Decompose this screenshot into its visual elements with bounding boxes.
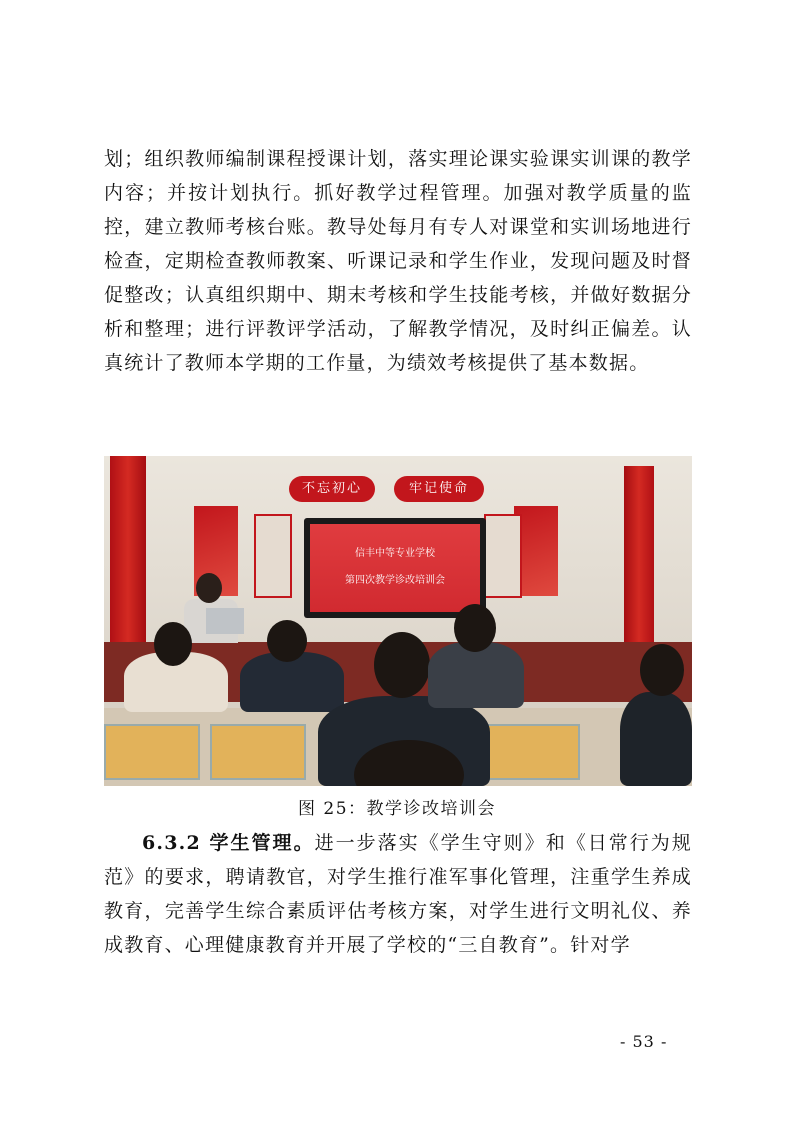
section-body: 进一步落实《学生守则》和《日常行为规范》的要求，聘请教官，对学生推行准军事化管理，注重学生养成教育，完善学生综合素质评估考核方案，对学生进行文明礼仪、养成教育、心理健康教育并开展了学校的“三自教育”。针对学 bbox=[104, 832, 692, 956]
page-number: - 53 - bbox=[620, 1032, 668, 1051]
attendee-head bbox=[267, 620, 307, 662]
figure-caption: 图 25：教学诊改培训会 bbox=[297, 799, 497, 819]
slogan-left: 不忘初心 bbox=[289, 476, 375, 502]
screen-title-line2: 第四次教学诊改培训会 bbox=[345, 575, 445, 586]
flag-left bbox=[110, 456, 146, 646]
attendee-head bbox=[154, 622, 192, 666]
body-paragraph-1: 划；组织教师编制课程授课计划，落实理论课实验课实训课的教学内容；并按计划执行。抓好教学过程管理。加强对教学质量的监控，建立教师考核台账。教导处每月有专人对课堂和实训场地进行检查，定期检查教师教案、听课记录和学生作业，发现问题及时督促整改；认真组织期中、期末考核和学生技能考核，并做好数据分析和整理；进行评教评学活动，了解教学情况，及时纠正偏差。认真统计了教师本学期的工作量，为绩效考核提供了基本数据。 bbox=[104, 148, 692, 374]
notice-board-left bbox=[254, 514, 292, 598]
section-heading: 6.3.2 学生管理。 bbox=[142, 832, 315, 854]
slogan-right: 牢记使命 bbox=[394, 476, 484, 502]
presentation-screen bbox=[304, 518, 486, 618]
speaker-head bbox=[196, 573, 222, 603]
attendee-head bbox=[640, 644, 684, 696]
flag-right bbox=[624, 466, 654, 656]
attendee-head bbox=[454, 604, 496, 652]
laptop bbox=[206, 608, 244, 634]
chair bbox=[104, 724, 200, 780]
chair bbox=[210, 724, 306, 780]
attendee-head bbox=[374, 632, 430, 698]
notice-board-right bbox=[484, 514, 522, 598]
screen-title-line1: 信丰中等专业学校 bbox=[355, 548, 435, 559]
attendee bbox=[620, 692, 692, 786]
chair bbox=[484, 724, 580, 780]
body-paragraph-2 bbox=[104, 826, 692, 962]
training-meeting-photo bbox=[104, 456, 692, 786]
